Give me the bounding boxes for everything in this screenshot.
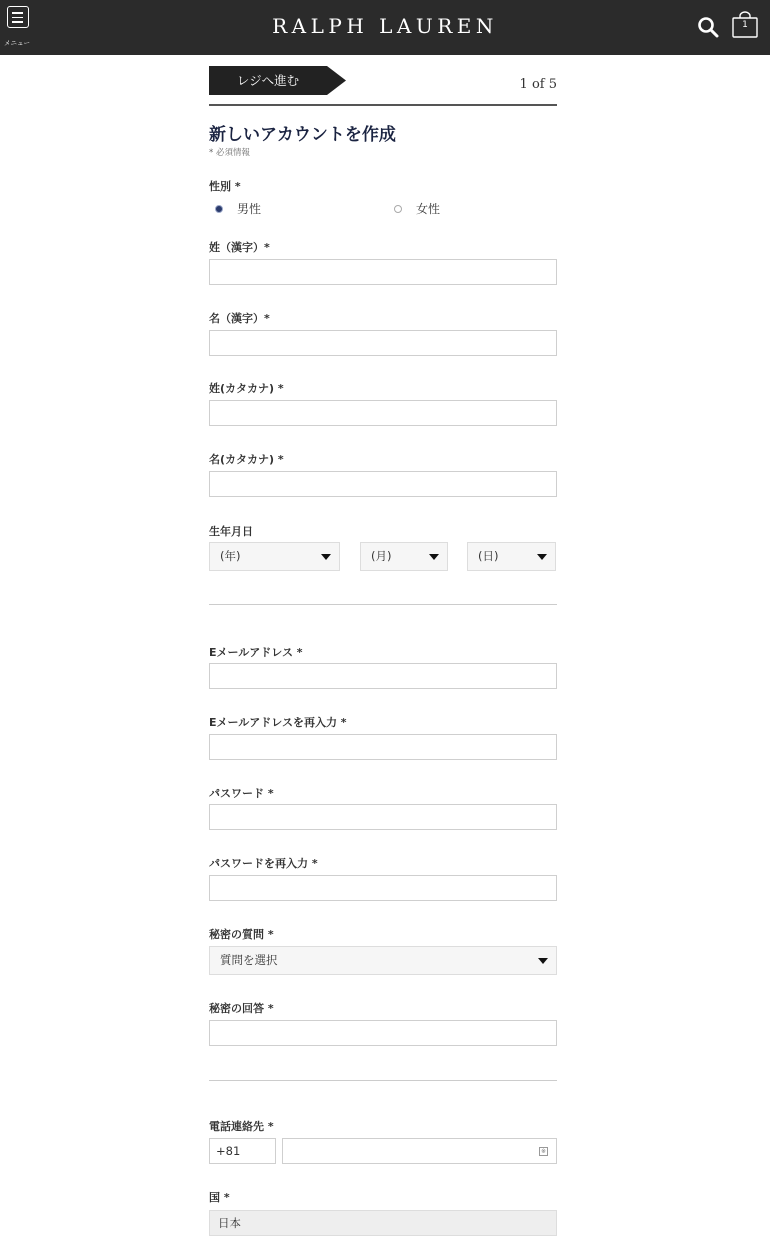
phone-label: 電話連絡先 * xyxy=(209,1120,274,1133)
password-confirm-input[interactable] xyxy=(209,875,557,901)
cart-count: 1 xyxy=(742,20,748,30)
radio-unselected-icon xyxy=(394,205,402,213)
country-label: 国 * xyxy=(209,1191,230,1204)
header-rule xyxy=(209,104,557,106)
brand-logo[interactable]: RALPH LAUREN xyxy=(272,14,498,38)
radio-selected-icon xyxy=(215,205,223,213)
email-confirm-label: Eメールアドレスを再入力 * xyxy=(209,716,347,729)
section-divider xyxy=(209,1080,557,1081)
gender-option-male[interactable] xyxy=(209,200,261,217)
secret-question-label: 秘密の質問 * xyxy=(209,928,274,941)
gender-label: 性別 * xyxy=(209,180,241,193)
first-name-kanji-label: 名（漢字）* xyxy=(209,312,270,325)
last-name-kanji-input[interactable] xyxy=(209,259,557,285)
birth-year-select[interactable] xyxy=(209,542,340,571)
birth-month-value: (月) xyxy=(371,549,392,563)
shopping-bag-button[interactable] xyxy=(731,11,759,39)
last-name-kana-input[interactable] xyxy=(209,400,557,426)
dropdown-arrow-icon xyxy=(538,958,548,964)
gender-option-female[interactable] xyxy=(388,200,440,217)
secret-answer-label: 秘密の回答 * xyxy=(209,1002,274,1015)
dropdown-arrow-icon xyxy=(321,554,331,560)
section-divider xyxy=(209,604,557,605)
birthday-label: 生年月日 xyxy=(209,525,253,538)
birth-day-value: (日) xyxy=(478,549,499,563)
last-name-kana-label: 姓(カタカナ) * xyxy=(209,382,284,395)
email-input[interactable] xyxy=(209,663,557,689)
page-title: 新しいアカウントを作成 xyxy=(209,125,396,145)
checkout-button-label: レジへ進む xyxy=(236,73,300,88)
birth-day-select[interactable] xyxy=(467,542,556,571)
dropdown-arrow-icon xyxy=(429,554,439,560)
password-input[interactable] xyxy=(209,804,557,830)
first-name-kana-input[interactable] xyxy=(209,471,557,497)
input-helper-icon: ※ xyxy=(540,1148,547,1155)
secret-question-select[interactable] xyxy=(209,946,557,975)
password-confirm-label: パスワードを再入力 * xyxy=(209,857,318,870)
birth-year-value: (年) xyxy=(220,549,241,563)
phone-number-input[interactable] xyxy=(282,1138,557,1164)
required-note: * 必須情報 xyxy=(209,148,250,158)
top-header xyxy=(0,0,770,55)
proceed-to-checkout-button[interactable] xyxy=(209,66,349,95)
gender-option-label: 男性 xyxy=(237,202,262,216)
secret-answer-input[interactable] xyxy=(209,1020,557,1046)
last-name-kanji-label: 姓（漢字）* xyxy=(209,241,270,254)
email-confirm-input[interactable] xyxy=(209,734,557,760)
secret-question-value: 質問を選択 xyxy=(220,953,278,967)
first-name-kana-label: 名(カタカナ) * xyxy=(209,453,284,466)
country-field: 日本 xyxy=(209,1210,557,1236)
email-label: Eメールアドレス * xyxy=(209,646,303,659)
password-label: パスワード * xyxy=(209,787,274,800)
first-name-kanji-input[interactable] xyxy=(209,330,557,356)
dropdown-arrow-icon xyxy=(537,554,547,560)
gender-option-label: 女性 xyxy=(416,202,441,216)
step-indicator: 1 of 5 xyxy=(519,77,557,92)
phone-country-code-input[interactable]: +81 xyxy=(209,1138,276,1164)
birth-month-select[interactable] xyxy=(360,542,448,571)
search-icon[interactable] xyxy=(696,15,720,39)
menu-label: メニュー xyxy=(4,39,30,47)
